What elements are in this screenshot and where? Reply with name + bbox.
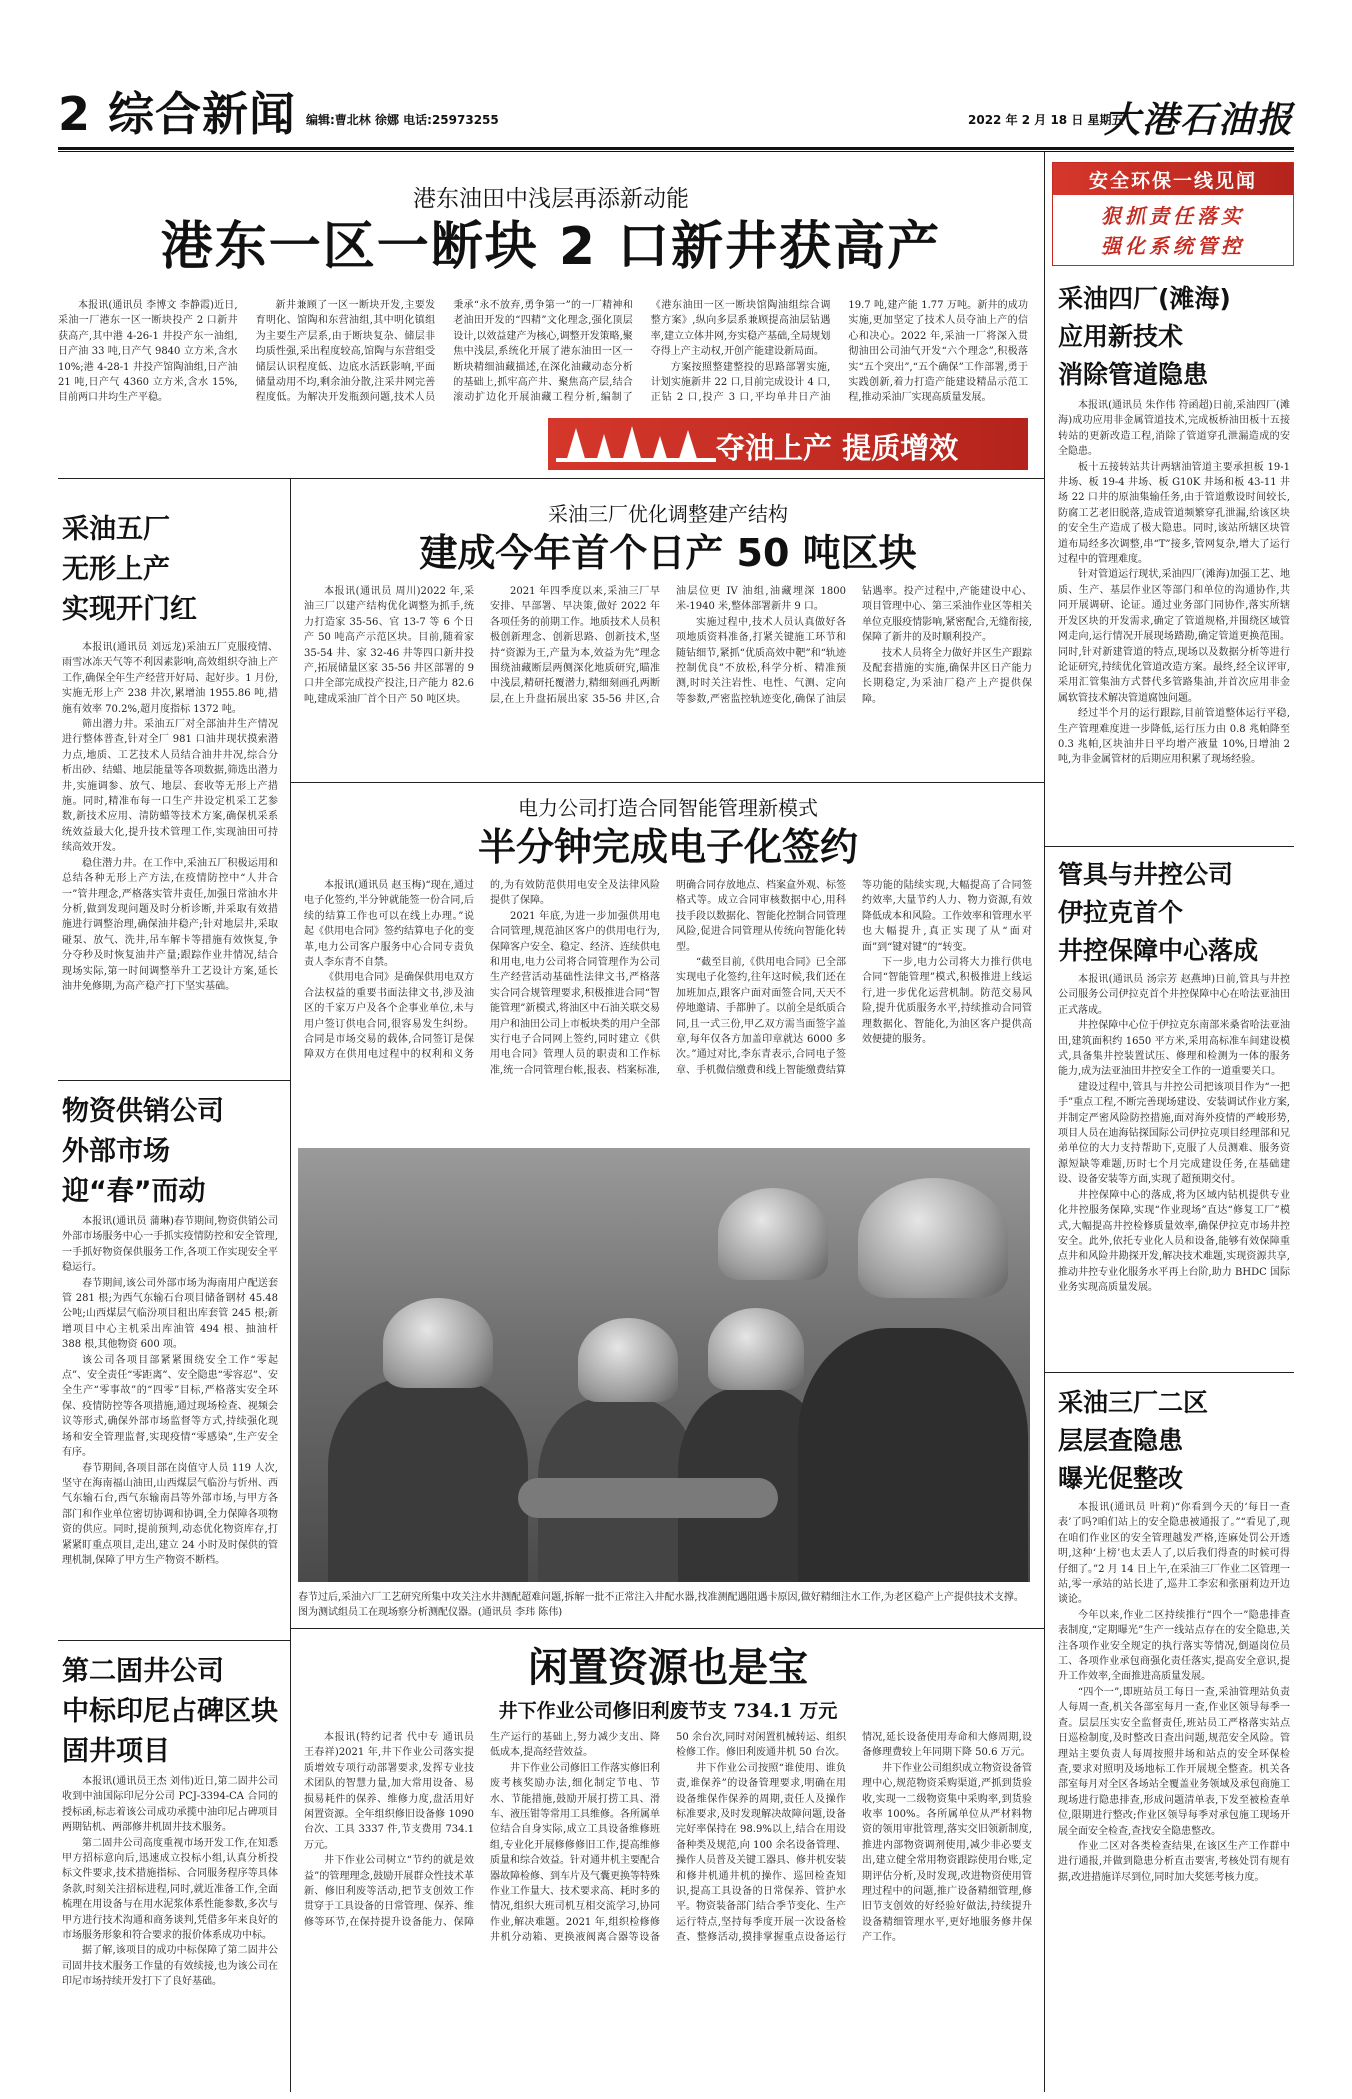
wuzi-paragraph: 本报讯(通讯员 蒲琳)春节期间,物资供销公司外部市场服务中心一手抓实疫情防控和安全管理,一手抓好物资保供服务工作,各项工作实现安全平稳运行。	[62, 1216, 278, 1274]
hardhat-icon	[578, 1318, 678, 1402]
photo-worker-figure	[328, 1378, 528, 1582]
safety-banner	[1053, 163, 1293, 195]
dianli-paragraph: 本报讯(通讯员 赵玉梅)“现在,通过电子化签约,半分钟就能签一份合同,后续的结算工作也可以在线上办理。”说起《供用电合同》签约结算电子化的变革,电力公司客户服务中心合同专责负责人李东青不自禁。	[304, 880, 474, 969]
center-rule-2	[290, 1628, 1044, 1629]
guanju-paragraph: 井控保障中心位于伊拉克东南部米桑省哈法亚油田,建筑面积约 1650 平方米,采用高标准车间建设模式,具备集井控装置试压、修理和检测为一体的服务能力,成为法亚油田井控安全工作的一道重要关口。	[1058, 1020, 1290, 1078]
lead-kicker: 港东油田中浅层再添新动能	[413, 186, 689, 212]
diergu-title	[62, 1652, 287, 1772]
title-line: 中标印尼占碑区块	[62, 1696, 278, 1727]
title-line: 曝光促整改	[1058, 1464, 1184, 1493]
wuzi-title	[62, 1092, 282, 1212]
guanju-paragraph: 井控保障中心的落成,将为区域内钻机提供专业化井控服务保障,实现“作业现场”直达“修复工厂”模式,大幅提高井控检修质量效率,确保伊拉克市场井控安全。此外,依托专业化人员和设备,能够有效保障重点井和风险井勘探开发,解决技术难题,实现资源共享,推动井控专业化服务水平再上台阶,助力 BHDC 国际业务实现高质量发展。	[1058, 1189, 1290, 1294]
xianzhi-paragraph: 井下作业公司按照“谁使用、谁负责,谁保养”的设备管理要求,明确在用设备维保作保养的周期,责任人及操作标准要求,及时发现解决故障问题,设备完好率保持在 98.9%以上,结合在用设备种类及规范,向 100 余名设备管理、操作人员普及关键工器具、修井机安装和修井机通井机的操作、巡回检查知识,提高工具设备的日常保养、管护水平。物资装备部门结合季节变化、生产运行特点,坚持每季度开展一次设备检查、整修活动,摸排掌握重点设备运行情况,延长设备使用寿命和大修周期,设备修理费较上年同期下降 50.6 万元。	[676, 1732, 1032, 1944]
hardhat-icon	[858, 1178, 1008, 1298]
erqu-paragraph: 作业二区对各类检查结果,在该区生产工作群中进行通报,并做到隐患分析直击要害,考核处罚有规有据,改进措施详尽到位,同时加大奖惩考核力度。	[1058, 1840, 1290, 1883]
title-line: 迎“春”而动	[62, 1176, 206, 1207]
erqu-paragraph: 今年以来,作业二区持续推行“四个一”隐患排查表制度,“定期曝光”生产一线站点存在的安全隐患,关注各项作业安全规定的执行落实等情况,倒逼岗位员工、各项作业承包商强化责任落实,提高安全意识,提升工作效率,全面推进高质量发展。	[1058, 1609, 1290, 1683]
xianzhi-headline: 闲置资源也是宝	[528, 1645, 808, 1691]
page-number: 2	[58, 87, 92, 141]
title-line: 物资供销公司	[62, 1096, 224, 1127]
lead-paragraph: 本报讯(通讯员 李博文 李静霞)近日,采油一厂港东一区一断块投产 2 口新井获高产,其中港 4-26-1 井投产东一油组,日产油 33 吨,日产气 9840 立方米,含水 10%;港 4-28-1 井投产馆陶油组,日产油 21 吨,日产气 4360 立方米,含水 15%,目前两口井均生产平稳。	[58, 300, 238, 404]
guanju-paragraph: 建设过程中,管具与井控公司把该项目作为“一把手”重点工程,不断完善现场建设、安装调试作业方案,并制定严密风险防控措施,面对海外疫情的严峻形势,项目人员在迪海钻探国际公司伊拉克项目经理部和兄弟单位的大力支持帮助下,克服了人员测难、服务资源短缺等难题,历时七个月完成建设任务,在基础建设、设备安装等方面,实现了超预期交付。	[1058, 1081, 1290, 1186]
sichang-paragraph: 本报讯(通讯员 朱作伟 符函超)日前,采油四厂(滩海)成功应用非金属管道技术,完成板桥油田板十五接转站的更新改造工程,消除了管道穿孔泄漏造成的安全隐患。	[1058, 400, 1290, 458]
title-line: 固井项目	[62, 1736, 170, 1767]
wuchang-paragraph: 稳住潜力井。在工作中,采油五厂积极运用和总结各种无形上产方法,在疫情防控中“人井合一”管井理念,严格落实管井责任,加强日常油水井分析,做到发现问题及时分析诊断,并采取有效措施进行调整治理,确保油井稳产;针对地层井,采取碰泵、放气、洗井,吊车解卡等措施有效恢复,争分夺秒及时恢复油井产量;跟踪作业井情况,结合现场实际,第一时间调整举升工艺设计方案,延长油井免修期,为高产稳产打下坚实基础。	[62, 857, 278, 992]
header-rule	[58, 147, 1294, 150]
sanchang-paragraph: 技术人员将全力做好并区生产跟踪及配套措施的实施,确保井区日产能力长期稳定,为采油厂稳产上产提供保障。	[862, 647, 1032, 705]
wuchang-paragraph: 筛出潜力井。采油五厂对全部油井生产情况进行整体普查,针对全厂 981 口油井现状摸索潜力点,地质、工艺技术人员结合油井井况,综合分析出砂、结蜡、地层能量等各项数据,筛选出潜力井,实施调参、放气、地层、套收等无形上产措施。同时,精准布每一口生产井设定机采工艺参数,新技术应用、清防蜡等技术方案,确保机采系统效益最大化,提升技术管理工作,实现油田可持续高效开发。	[62, 719, 278, 854]
sichang-paragraph: 板十五接转站共计两辖油管道主要承担板 19-1 井场、板 19-4 井场、板 G10K 井场和板 43-11 井场 22 口井的原油集输任务,由于管道敷设时间较长,防腐工艺老旧脱落,造成管道频繁穿孔泄漏,给该区块的安全生产造成了极大隐患。同时,该站所辖区块管道布局经多次调整,串“T”接多,管网复杂,增大了运行过程中的管理难度。	[1058, 461, 1290, 566]
banner-text: 夺油上产 提质增效	[716, 431, 959, 465]
erqu-body	[1058, 1500, 1290, 2088]
wuchang-title	[62, 510, 282, 630]
editors-line: 编辑:曹北林 徐娜 电话:25973255	[306, 113, 499, 127]
issue-date: 2022 年 2 月 18 日 星期五	[968, 113, 1124, 127]
xianzhi-body	[304, 1730, 1032, 2088]
slogan-line: 强化系统管控	[1101, 234, 1245, 258]
title-line: 应用新技术	[1058, 322, 1184, 351]
safety-banner-text: 安全环保一线见闻	[1088, 169, 1257, 192]
xianzhi-subhead: 井下作业公司修旧利废节支 734.1 万元	[498, 1700, 838, 1722]
dianli-paragraph: 《供用电合同》是确保供用电双方合法权益的重要书面法律文书,涉及油区的千家万户及各个企事业单位,未与用户签订供电合同,很容易发生纠纷。合同是市场交易的载体,合同签订是保障双方在供用电过程中的权利和义务的,为有效防范供用电安全及法律风险提供了保障。	[304, 880, 660, 1061]
diergu-body	[62, 1774, 278, 2086]
masthead-logo: 大港石油报	[1103, 99, 1294, 141]
sichang-paragraph: 针对管道运行现状,采油四厂(滩海)加强工艺、地质、生产、基层作业区等部门和单位的沟通协作,共同开展调研、论证。通过业务部门同协作,落实所辖开发区块的开发需求,确定了管道规格,并围绕区域管网走向,运行情况开展现场踏勘,确定管道更换范围。同时,针对新建管道的特点,现场以及数据分析等进行论证研究,持续优化管道改造方案。最终,经全议评审,采用汇管集油方式替代多管路集油,并首次应用非金属软管技术解决管道腐蚀问题。	[1058, 569, 1290, 704]
wuzi-paragraph: 春节期间,各项目部在岗值守人员 119 人次,坚守在海南福山油田,山西煤层气临汾与忻州、西气东输石台,西气东输南昌等外部市场,与甲方各部门和作业单位密切协调和协调,全力保障各项物资的供应。同时,提前预判,动态优化物资库存,打紧紧盯重点项目,走出,建立 24 小时及时保供的管理机制,保障了甲方生产物资不断档。	[62, 1462, 278, 1566]
title-line: 第二固井公司	[62, 1656, 224, 1687]
title-line: 管具与井控公司	[1058, 860, 1234, 889]
diergu-paragraph: 第二固井公司高度重视市场开发工作,在知悉甲方招标意向后,迅速成立投标小组,认真分析投标文件要求,技术措施指标、合同服务程序等具体条款,时刻关注招标进程,同时,就近准备工作,全面梳理在用设备与在用水泥浆体系性能参数,多次与甲方进行技术沟通和商务谈判,凭借多年来良好的市场服务形象和符合要求的报价体系成功中标。	[62, 1837, 278, 1942]
header-rule-thin	[58, 151, 1294, 152]
sanchang-headline: 建成今年首个日产 50 吨区块	[419, 531, 917, 575]
guanju-paragraph: 本报讯(通讯员 汤宗芳 赵燕坤)日前,管具与井控公司服务公司伊拉克首个井控保障中心在哈法亚油田正式落成。	[1058, 974, 1290, 1016]
sanchang-paragraph: 实施过程中,技术人员认真做好各项地质资料准备,打紧关键施工环节和随钻细节,紧抓“优质高效中靶”和“轨迹控制优良”不放松,科学分析、精准预测,时时关注岩性、电性、气测、定向等参数,严密监控轨迹变化,确保了油层钻遇率。投产过程中,产能建设中心、项目管理中心、第三采油作业区等相关单位克服疫情影响,紧密配合,无缝衔接,保障了新井的及时顺利投产。	[676, 586, 1032, 705]
title-line: 实现开门红	[62, 594, 197, 625]
sanchang-kicker: 采油三厂优化调整建产结构	[548, 502, 788, 526]
lead-paragraph: 方案按照整建整投的思路部署实施,计划实施新井 22 口,目前完成设计 4 口,正钻 2 口,投产 3 口,平均单井日产油 19.7 吨,建产能 1.77 万吨。新井的成功实施,更加坚定了技术人员夺油上产的信心和决心。2022 年,采油一厂将深入贯彻油田公司油气开发“六个理念”,积极落实“五个突出”,“五个确保”工作部署,勇于实践创新,着力打造产能建设精品示范工程,推动采油厂实现高质量发展。	[650, 300, 1028, 404]
guanju-title	[1058, 856, 1294, 970]
xianzhi-paragraph: 井下作业公司树立“节约的就是效益”的管理理念,鼓励开展群众性技术革新、修旧利废等活动,把节支创效工作贯穿于工具设备的日常管理、保养、维修等环节,在保持提升设备能力、保障生产运行的基础上,努力减少支出、降低成本,提高经营效益。	[304, 1732, 660, 1928]
diergu-paragraph: 本报讯(通讯员王杰 刘伟)近日,第二固井公司收到中油国际印尼分公司 PCJ-3394-CA 合同的授标函,标志着该公司成功承揽中油印尼占碑项目两期钻机、两部修井机固井技术服务。	[62, 1776, 278, 1834]
title-line: 无形上产	[62, 554, 170, 585]
dianli-paragraph: 2021 年底,为进一步加强供用电合同管理,规范油区客户的供用电行为,保障客户安全、稳定、经济、连续供电和用电,电力公司将合同管理作为公司生产经营活动基础性法律文书,严格落实合同合规管理要求,积极推进合同“智能管理”新模式,将油区中石油关联交易用户和油田公司上市板块类的用户全部实行电子合同网上签约,同时建立《供用电合同》管理人员的职责和工作标准,统一合同管理台帐,报表、档案标准,明确合同存放地点、档案盒外观、标签格式等。成立合同审核数据中心,用科技手段以数据化、智能化控制合同管理风险,促进合同管理从传统向智能化转型。	[490, 880, 846, 1076]
safety-column-box	[1052, 162, 1294, 266]
center-rule-1	[290, 782, 1044, 783]
sanchang-paragraph: 本报讯(通讯员 周川)2022 年,采油三厂以建产结构优化调整为抓手,统力打造家 35-56、官 13-7 等 6 个日产 50 吨高产示范区块。目前,随着家 35-54 井、家 32-46 井等四口新井投产,拓展储量区家 35-56 井区部署的 9 口井全部完成投产投注,日产能力 82.6 吨,建成采油厂首个日产 50 吨区块。	[304, 586, 474, 705]
wuzi-body	[62, 1214, 278, 1632]
hardhat-icon	[718, 1188, 828, 1280]
hardhat-icon	[383, 1298, 493, 1388]
xianzhi-paragraph: 本报讯(特约记者 代中专 通讯员 王春祥)2021 年,井下作业公司落实提质增效专项行动部署要求,发挥专业技术团队的智慧力量,加大常用设备、易损易耗件的保养、维修力度,盘活用好闲置资源。全年组织修旧设备修 1090 台次、工具 3337 件,节支费用 734.1 万元。	[304, 1732, 474, 1851]
wuchang-body	[62, 640, 278, 1070]
slogan-line: 狠抓责任落实	[1101, 204, 1245, 228]
news-photo	[298, 1148, 1030, 1582]
photo-equipment	[518, 1478, 778, 1518]
title-line: 采油五厂	[62, 514, 170, 545]
title-line: 伊拉克首个	[1058, 898, 1184, 927]
sanchang-body	[304, 584, 1032, 776]
left-column-divider	[290, 478, 291, 2092]
dianli-paragraph: 下一步,电力公司将大力推行供电合同“智能管理”模式,积极推进上线运行,进一步优化运营机制。防范交易风险,提升优质服务水平,持续推动合同管理数据化、智能化,为油区客户提供高效便捷的服务。	[862, 957, 1032, 1046]
lead-bottom-rule	[58, 478, 1044, 479]
sichang-body	[1058, 398, 1290, 838]
dianli-paragraph: “截至目前,《供用电合同》已全部实现电子化签约,往年这时候,我们还在加班加点,跟客户面对面签合同,天天不停地邀请、手都肿了。以前全是纸质合同,且一式三份,甲乙双方需当面签字盖章,每年仅各方加盖印章就达 6000 多次。”通过对比,李东青表示,合同电子签章、手机微信缴费和线上智能缴费结算等功能的陆续实现,大幅提高了合同签约效率,大量节约人力、物力资源,有效降低成本和风险。工作效率和管理水平也大幅提升,真正实现了从“面对面”到“键对键”的“转变。	[676, 880, 1032, 1076]
xianzhi-paragraph: 井下作业公司组织成立物资设备管理中心,规范物资采购渠道,严抓到货验收,实现一二级物资集中采购率,到货验收率 100%。各所属单位从严材料物资的领用审批管理,落实交旧领新制度,推进内部物资调剂使用,减少非必要支出,建立健全常用物资跟踪使用台账,定期评估分析,及时发现,改进物资使用管理过程中的问题,推广设备精细管理,修旧节支创效的好经验好做法,持续提升设备精细管理水平,更好地服务修井保产工作。	[862, 1762, 1032, 1944]
erqu-title	[1058, 1384, 1294, 1498]
right-rule-2	[1044, 1372, 1294, 1373]
right-column-divider	[1044, 152, 1045, 2092]
sichang-paragraph: 经过半个月的运行跟踪,目前管道整体运行平稳,生产管理难度进一步降低,运行压力由 0.8 兆帕降至 0.3 兆帕,区块油井日平均增产液量 10%,日增油 2 吨,为非金属管材的后期应用积累了现场经验。	[1058, 708, 1290, 766]
diergu-paragraph: 据了解,该项目的成功中标保障了第二固井公司固井技术服务工作量的有效续接,也为该公司在印尼市场持续开发打下了良好基础。	[62, 1945, 278, 1988]
sichang-title	[1058, 280, 1294, 394]
dianli-body	[304, 878, 1032, 1140]
wuchang-paragraph: 本报讯(通讯员 刘远龙)采油五厂克服疫情、雨雪冰冻天气等不利因素影响,高效组织夺油上产工作,确保全年生产经营开好局、起好步。1 月份,实施无形上产 238 井次,累增油 1955.86 吨,措施有效率 70.2%,超月度指标 1372 吨。	[62, 642, 278, 715]
guanju-body	[1058, 972, 1290, 1362]
left-rule-2	[58, 1640, 290, 1641]
title-line: 井控保障中心落成	[1058, 936, 1259, 965]
lead-paragraph: 新井兼顾了一区一断块开发,主要发育明化、馆陶和东营油组,其中明化镇组为主要生产层系,由于断块复杂、储层非均质性强,采出程度较高,馆陶与东营组受储层认识程度低、边底水活跃影响,平面储量动用不均,剩余油分散,注采井网完善程度低。为解决开发瓶颈问题,技术人员秉承“永不放弃,勇争第一”的一厂精神和老油田开发的“四精”文化理念,强化顶层设计,以效益建产为核心,调整开发策略,聚焦中浅层,系统化开展了港东油田一区一断块精细油藏描述,在深化油藏动态分析的基础上,抓牢高产井、聚焦高产层,结合滚动扩边化开展油藏工程分析,编制了《港东油田一区一断块馆陶油组综合调整方案》,纵向多层系兼顾提高油层钻遇率,建立立体井网,夯实稳产基础,全局规划夺得上产主动权,开创产能建设新局面。	[255, 300, 831, 404]
safety-slogan	[1053, 201, 1293, 261]
left-rule-1	[58, 1080, 290, 1081]
dianli-kicker: 电力公司打造合同智能管理新模式	[518, 796, 818, 820]
title-line: 层层查隐患	[1058, 1426, 1184, 1455]
dianli-headline: 半分钟完成电子化签约	[477, 825, 858, 869]
section-title: 综合新闻	[108, 87, 297, 141]
title-line: 采油四厂(滩海)	[1058, 284, 1231, 313]
title-line: 外部市场	[62, 1136, 170, 1167]
right-rule-1	[1044, 846, 1294, 847]
photo-caption: 春节过后,采油六厂工艺研究所集中攻关注水井测配超难问题,拆解一批不正常注入井配水器,找准测配遇阻遇卡原因,做好精细注水工作,为老区稳产上产提供技术支撑。图为测试组员工在现场察分析测配仪器。(通讯员 李玮 陈伟)	[298, 1592, 1024, 1618]
hardhat-icon	[708, 1308, 804, 1390]
title-line: 消除管道隐患	[1058, 360, 1209, 389]
campaign-banner	[548, 418, 1028, 470]
wuzi-paragraph: 春节期间,该公司外部市场为海南用户配送套管 281 根;为西气东输石台项目储备钢材 45.48 公吨;山西煤层气临汾项目租出库套管 245 根;新增项目中心主机采出库油管 494 根、抽油杆 388 根,其他物资 600 项。	[62, 1277, 278, 1351]
lead-headline: 港东一区一断块 2 口新井获高产	[160, 217, 942, 277]
xianzhi-paragraph: 井下作业公司修旧工作落实修旧利废考核奖励办法,细化制定节电、节水、节能措施,鼓励开展打捞工具、滑车、液压钳等常用工具维修。各所属单位结合自身实际,成立工具设备维修班组,专业化开展修修修旧工作,提高维修质量和综合效益。针对通井机主要配合器故障检修、到车片及气囊更换等特殊作业工作量大、技术要求高、耗时多的情况,组织大班司机互相交流学习,协同作业,解决难题。2021 年,组织检修修井机分动箱、更换液阀离合器等设备 50 余台次,同时对闲置机械转运、组织检修工作。修旧利废通井机 50 台次。	[490, 1732, 846, 1944]
sanchang-paragraph: 2021 年四季度以来,采油三厂早安排、早部署、早决策,做好 2022 年各项任务的前期工作。地质技术人员积极创新理念、创新思路、创新技术,坚持“资源为王,产量为本,效益为先”理念围绕油藏断层两侧深化地质研究,瞄准中浅层,精研托覆潜力,精细刻画孔两断层,在上升盘拓展出家 35-56 井区,合油层位更 IV 油组,油藏埋深 1800 米-1940 米,整体部署新井 9 口。	[490, 586, 846, 705]
title-line: 采油三厂二区	[1058, 1388, 1209, 1417]
erqu-paragraph: 本报讯(通讯员 叶莉)“你看到今天的‘每日一查表’了吗?咱们站上的安全隐患被通报了。”“看见了,现在咱们作业区的安全管理越发严格,连麻处罚公开透明,这种‘上榜’也太丢人了,以后我们得查的时候可得仔细了。”2 月 14 日上午,在采油三厂作业二区管理一站,零一承站的站长进了,巡井工李宏和张丽莉边开边谈论。	[1058, 1502, 1290, 1606]
page-number-section	[58, 88, 296, 140]
wuzi-paragraph: 该公司各项目部紧紧围绕安全工作“零起点”、安全责任“零距离”、安全隐患“零容忍”、安全生产“零事故”的“四零”目标,严格落实安全环保、疫情防控等各项措施,通过现场检查、视频会议等形式,确保外部市场监督等方式,持续强化现场和安全管理监督,实现疫情“零感染”,生产安全有序。	[62, 1354, 278, 1459]
photo-worker-figure	[798, 1328, 1028, 1582]
erqu-paragraph: “四个一”,即班站员工每日一查,采油管理站负责人每周一查,机关各部室每月一查,作业区领导每季一查。层层压实安全监督责任,班站员工严格落实站点日巡检制度,及时整改日查出问题,规范安全风险。管理站主要负责人每周按照井场和站点的安全环保检查,要求对照明及场地标工作开展规全整查。机关各部室每月对全区各场站全覆盖业务领域及承包商施工现场进行隐患排查,形成问题清单表,下发至被检查单位,限期进行整改;作业区领导每季对承包施工现场开展全面安全检查,查找安全隐患整改。	[1058, 1686, 1290, 1837]
